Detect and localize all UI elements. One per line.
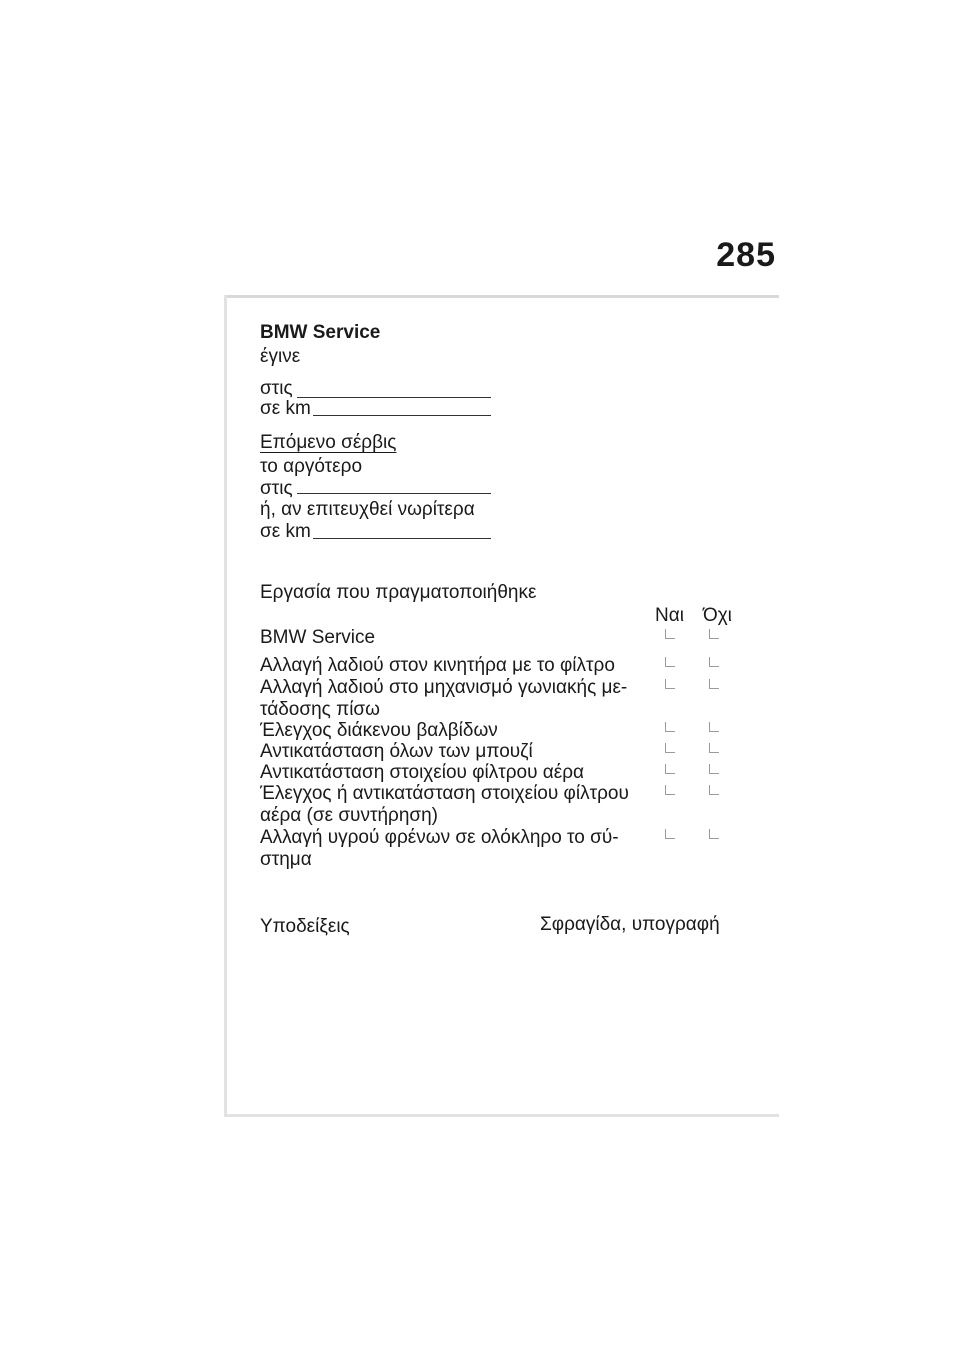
no-checkbox[interactable] [709, 785, 719, 795]
stamp-signature-label: Σφραγίδα, υπογραφή [540, 914, 720, 935]
no-checkbox[interactable] [709, 722, 719, 732]
no-checkbox[interactable] [709, 629, 719, 639]
km-field[interactable] [313, 415, 491, 416]
work-item-continued: τάδοσης πίσω [260, 699, 380, 720]
latest-label: το αργότερο [260, 456, 363, 477]
work-header: Εργασία που πραγματοποιήθηκε [260, 582, 537, 603]
frame-left-rule [224, 295, 227, 1117]
yes-checkbox[interactable] [665, 785, 675, 795]
no-checkbox[interactable] [709, 764, 719, 774]
form-title: BMW Service [260, 322, 381, 343]
next-km-field[interactable] [313, 538, 491, 539]
notes-label: Υποδείξεις [260, 916, 350, 937]
no-checkbox[interactable] [709, 679, 719, 689]
yes-checkbox[interactable] [665, 829, 675, 839]
work-item-continued: στημα [260, 849, 312, 870]
km-label: σε km [260, 398, 311, 419]
frame-top-rule [224, 295, 779, 298]
work-item-continued: αέρα (σε συντήρηση) [260, 805, 439, 826]
yes-checkbox[interactable] [665, 629, 675, 639]
no-checkbox[interactable] [709, 743, 719, 753]
next-date-field[interactable] [297, 493, 491, 494]
work-item: BMW Service [260, 627, 376, 648]
yes-column-header: Ναι [655, 605, 684, 626]
yes-checkbox[interactable] [665, 657, 675, 667]
yes-checkbox[interactable] [665, 722, 675, 732]
no-checkbox[interactable] [709, 657, 719, 667]
no-column-header: Όχι [703, 605, 732, 626]
work-item: Αλλαγή λαδιού στον κινητήρα με το φίλτρο [260, 655, 615, 676]
yes-checkbox[interactable] [665, 679, 675, 689]
work-item: Έλεγχος διάκενου βαλβίδων [260, 720, 498, 741]
frame-bottom-rule [224, 1114, 779, 1117]
date-field[interactable] [297, 397, 491, 398]
done-label: έγινε [260, 346, 301, 367]
yes-checkbox[interactable] [665, 743, 675, 753]
work-item: Αλλαγή λαδιού στο μηχανισμό γωνιακής με- [260, 677, 628, 698]
next-date-label: στις [260, 478, 293, 499]
work-item: Αντικατάσταση στοιχείου φίλτρου αέρα [260, 762, 585, 783]
work-item: Αντικατάσταση όλων των μπουζί [260, 741, 533, 762]
page-number: 285 [716, 236, 776, 274]
work-item: Έλεγχος ή αντικατάσταση στοιχείου φίλτρου [260, 783, 629, 804]
no-checkbox[interactable] [709, 829, 719, 839]
work-item: Αλλαγή υγρού φρένων σε ολόκληρο το σύ- [260, 827, 619, 848]
next-service-heading: Επόμενο σέρβις [260, 432, 397, 453]
yes-checkbox[interactable] [665, 764, 675, 774]
or-earlier-label: ή, αν επιτευχθεί νωρίτερα [260, 499, 475, 520]
date-label: στις [260, 378, 293, 399]
next-km-label: σε km [260, 521, 311, 542]
